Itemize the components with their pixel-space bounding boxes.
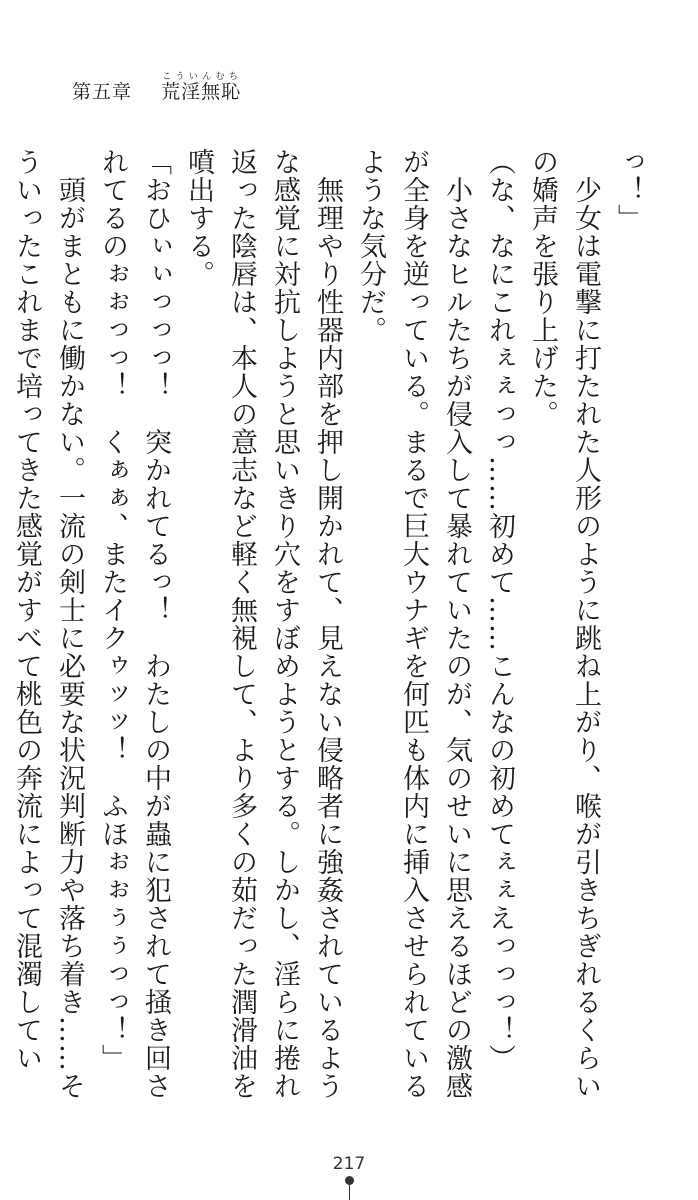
paragraph: 「おひぃぃっっっ！ 突かれてるっ！ わたしの中が蟲に犯されて掻き回されてるのぉぉっっ！ くぁぁ、またイクゥッッ！ ふほぉぉぅぅっっ！」	[97, 148, 171, 1100]
paragraph: （な、なにこれぇぇっっ……初めて……こんなの初めてぇぇえっっっ！）	[484, 148, 515, 1072]
paragraph: 無理やり性器内部を押し開かれて、見えない侵略者に強姦されているような感覚に対抗しようと思いきり穴をすぼめようとする。しかし、淫らに捲れ返った陰唇は、本人の意志など軽く無視して、より多くの茹だった潤滑油を噴出する。	[183, 148, 343, 1100]
paragraph: 頭がまともに働かない。一流の剣士に必要な状況判断力や落ち着き……そういったこれまで培ってきた感覚がすべて桃色の奔流によって混濁してい	[11, 148, 85, 1100]
paragraph: っ！」	[613, 148, 644, 232]
chapter-title	[161, 72, 242, 103]
chapter-title-text: 荒淫無恥	[161, 81, 242, 103]
ornament-dot	[345, 1176, 354, 1185]
running-header	[72, 72, 241, 104]
chapter-number: 第五章	[72, 81, 133, 103]
ornament-line	[349, 1185, 350, 1200]
chapter-title-ruby: こういんむち	[161, 72, 242, 82]
page-number: 217	[332, 1154, 366, 1174]
paragraph: 小さなヒルたちが侵入して暴れていたのが、気のせいに思えるほどの激感が全身を逆っている。まるで巨大ウナギを何匹も体内に挿入させられているような気分だ。	[355, 148, 472, 1100]
paragraph: 少女は電撃に打たれた人形のように跳ね上がり、喉が引きちぎれるくらいの嬌声を張り上げた。	[527, 148, 601, 1100]
folio-ornament-icon	[344, 1176, 354, 1200]
vertical-body-text	[11, 148, 650, 1108]
